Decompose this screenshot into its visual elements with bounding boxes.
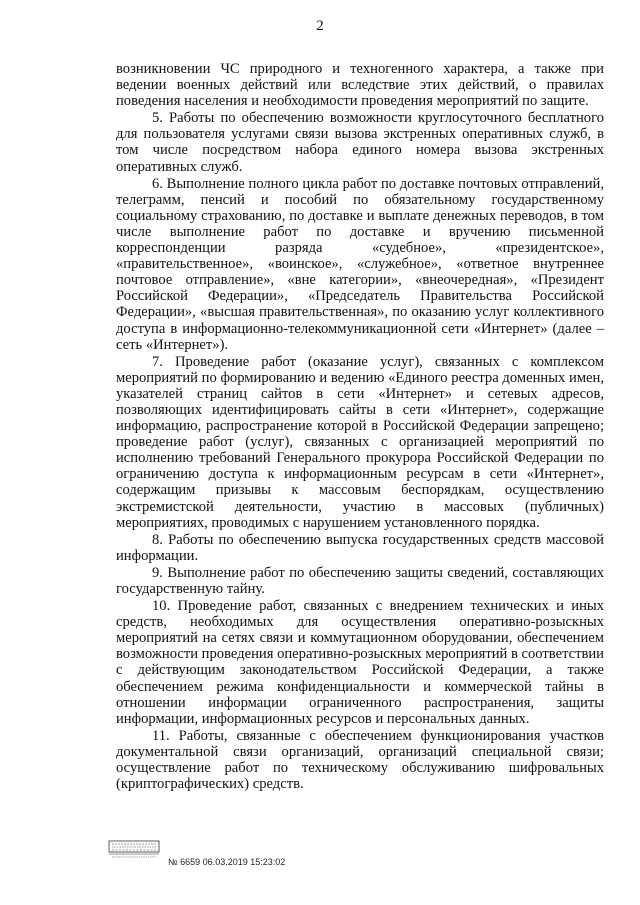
government-stamp-icon xyxy=(108,840,160,860)
document-body xyxy=(116,61,604,792)
paragraph-item-8: 8. Работы по обеспечению выпуска государственных средств массовой информации. xyxy=(116,531,604,564)
paragraph-continuation: возникновении ЧС природного и техногенного характера, а также при ведении военных действий или вследствие этих действий, о правилах поведения населения и необходимости проведения мероприятий по защите. xyxy=(116,61,604,110)
paragraph-item-7: 7. Проведение работ (оказание услуг), связанных с комплексом мероприятий по формированию и ведению «Единого реестра доменных имен, указателей страниц сайтов в сети «Интернет» и сетевых адресов, позволяющих идентифицировать сайты в сети «Интернет», содержащие информацию, распространение которой в Российской Федерации запрещено; проведение работ (услуг), связанных с организацией мероприятий по исполнению требований Генерального прокурора Российской Федерации по ограничению доступа к информационным ресурсам в сети «Интернет», содержащим призывы к массовым беспорядкам, осуществлению экстремистской деятельности, участию в массовых (публичных) мероприятиях, проводимых с нарушением установленного порядка. xyxy=(116,353,604,531)
paragraph-item-5: 5. Работы по обеспечению возможности круглосуточного бесплатного для пользователя услугами связи вызова экстренных оперативных служб, в том числе посредством набора единого номера вызова экстренных оперативных служб. xyxy=(116,110,604,175)
paragraph-item-11: 11. Работы, связанные с обеспечением функционирования участков документальной связи организаций, организаций специальной связи; осуществление работ по техническому обслуживанию шифровальных (криптографических) средств. xyxy=(116,727,604,793)
document-registration-code: № 6659 06.03.2019 15:23:02 xyxy=(168,857,286,867)
paragraph-item-10: 10. Проведение работ, связанных с внедрением технических и иных средств, необходимых для осуществления оперативно-розыскных мероприятий на сетях связи и коммутационном оборудовании, обеспечением возможности проведения оперативно-розыскных мероприятий в соответствии с действующим законодательством Российской Федерации, а также обеспечением режима конфиденциальности и коммерческой тайны в отношении информации ограниченного распространения, защиты информации, информационных ресурсов и персональных данных. xyxy=(116,598,604,727)
page-number: 2 xyxy=(316,18,324,34)
paragraph-item-6: 6. Выполнение полного цикла работ по доставке почтовых отправлений, телеграмм, пенсий и пособий по обязательному государственному социальному страхованию, по доставке и выплате денежных переводов, в том числе выполнение работ по доставке и вручению письменной корреспонденции разряда «судебное», «президентское», «правительственное», «воинское», «служебное», «ответное внутреннее почтовое отправление», «вне категории», «внеочередная», «Президент Российской Федерации», «Председатель Правительства Российской Федерации», «высшая правительственная», по оказанию услуг коллективного доступа в информационно-телекоммуникационной сети «Интернет» (далее – сеть «Интернет»). xyxy=(116,175,604,353)
paragraph-item-9: 9. Выполнение работ по обеспечению защиты сведений, составляющих государственную тайну. xyxy=(116,564,604,597)
